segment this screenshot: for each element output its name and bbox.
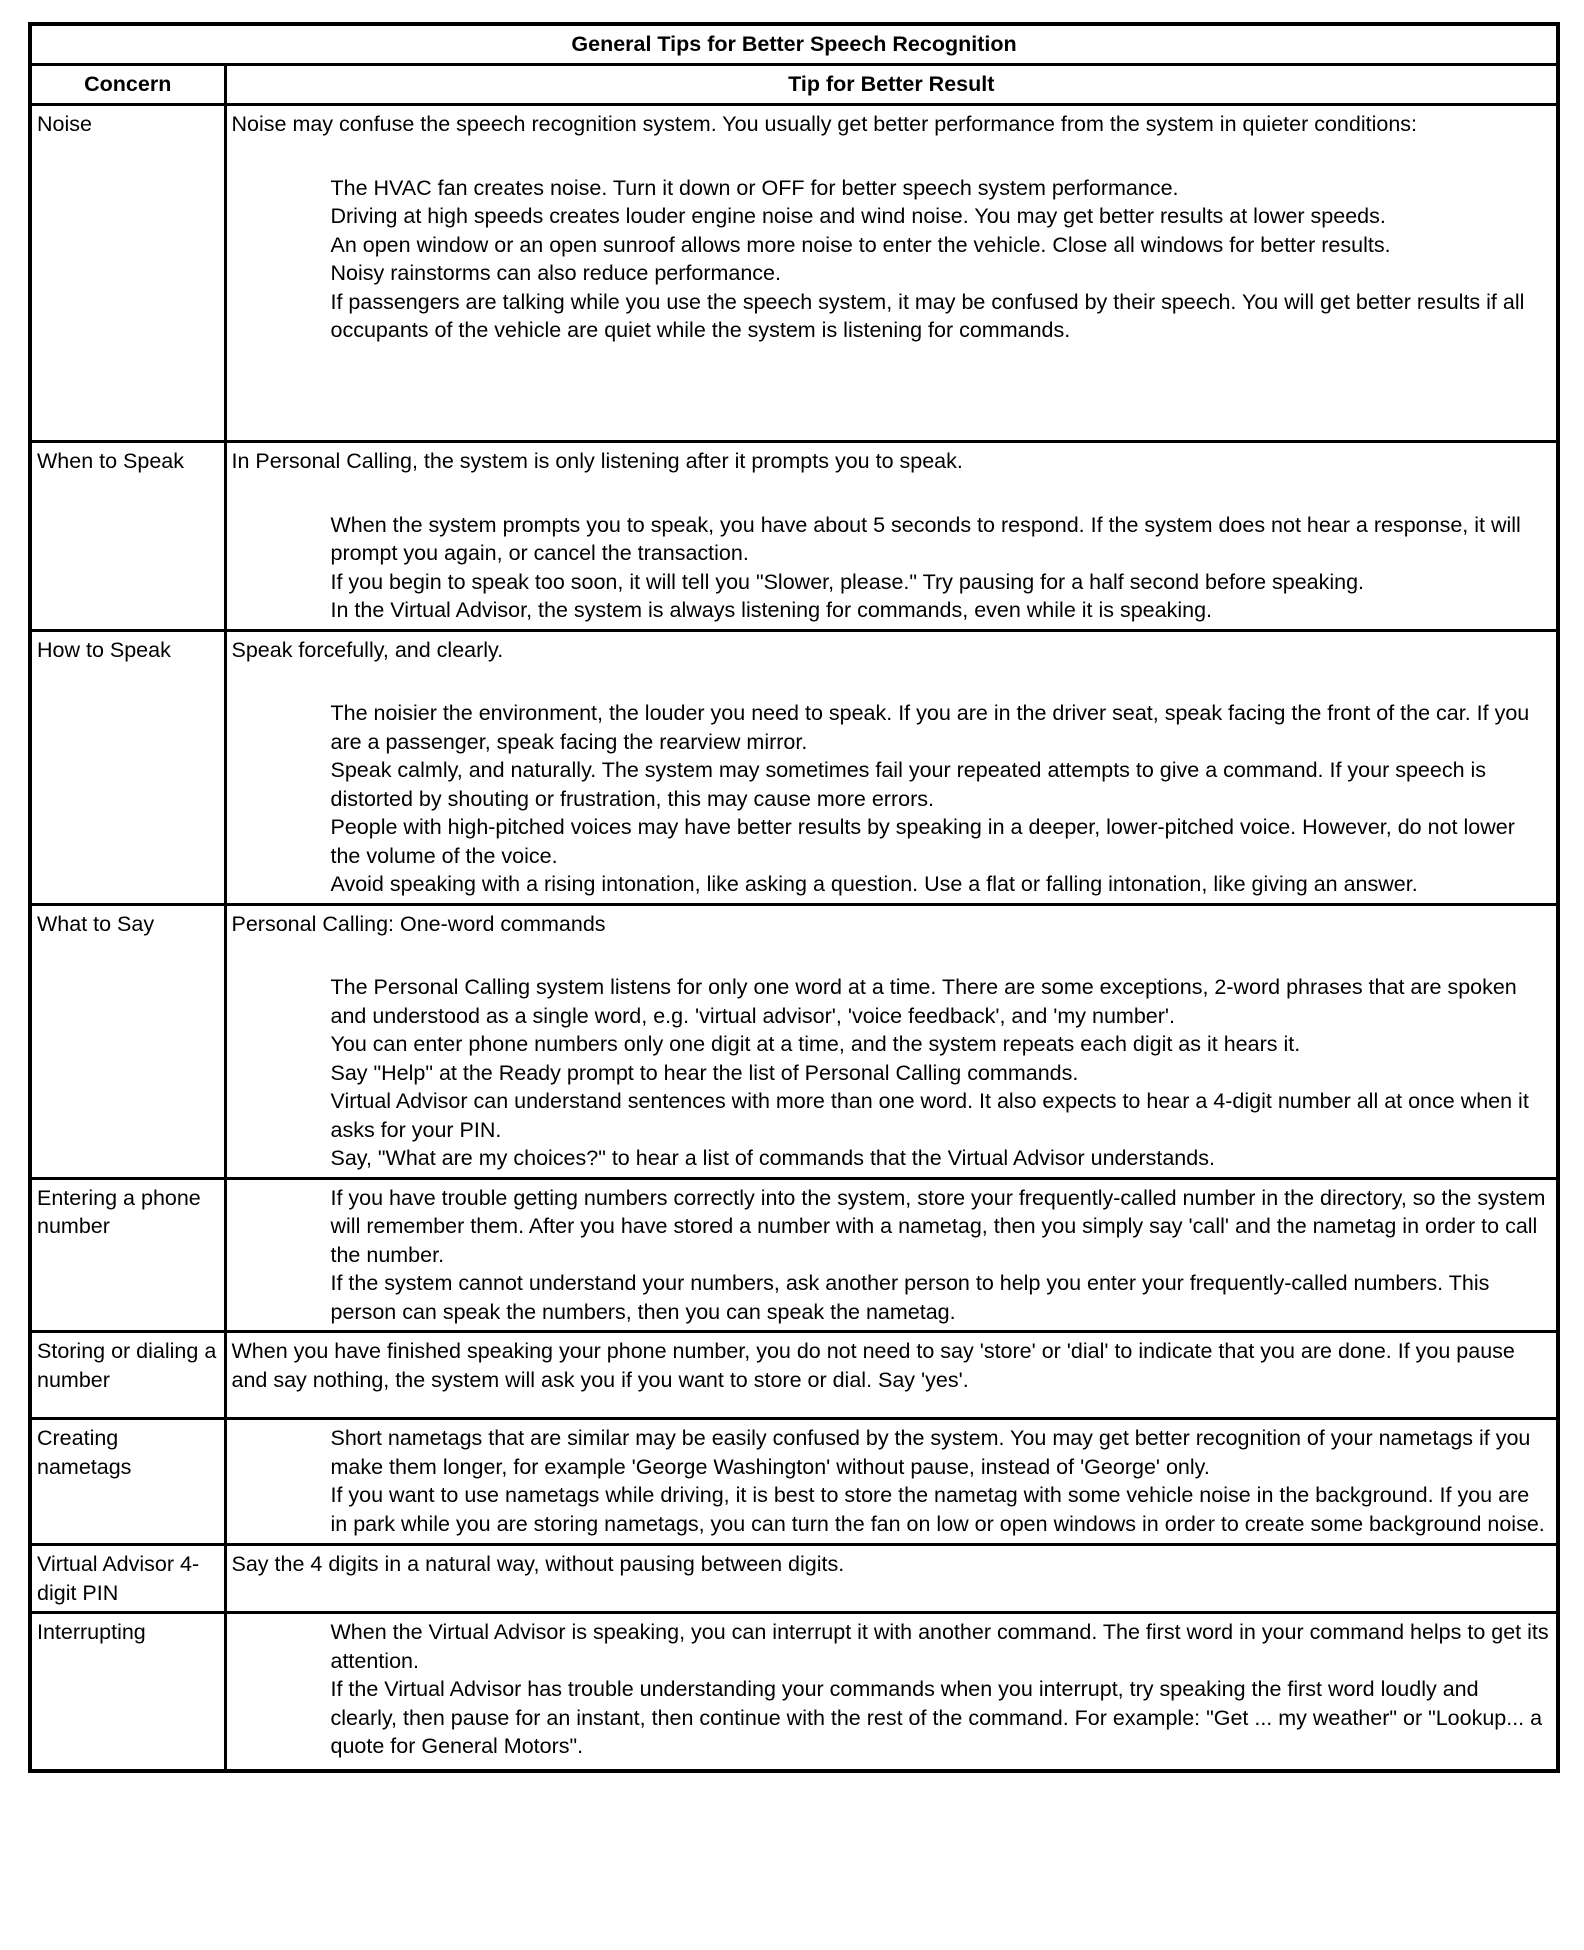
- tip-list-item: Avoid speaking with a rising intonation, like asking a question. Use a flat or falling intonation, like giving an answer.: [330, 872, 1418, 896]
- tip-cell: [225, 904, 1558, 1178]
- table-row: [30, 630, 1558, 904]
- table-row: [30, 1419, 1558, 1545]
- tip-intro: Noise may confuse the speech recognition system. You usually get better performance from the system in quieter conditions:: [231, 112, 1418, 136]
- tip-list-item: Driving at high speeds creates louder engine noise and wind noise. You may get better results at lower speeds.: [330, 204, 1386, 228]
- tip-cell: [225, 442, 1558, 631]
- tip-cell: [225, 1545, 1558, 1613]
- tip-cell: [225, 1419, 1558, 1545]
- table-row: [30, 442, 1558, 631]
- tip-list: [232, 511, 1551, 625]
- tip-list-item: You can enter phone numbers only one digit at a time, and the system repeats each digit as it hears it.: [330, 1032, 1301, 1056]
- tip-list-item: If you begin to speak too soon, it will tell you "Slower, please." Try pausing for a half second before speaking.: [330, 569, 1365, 594]
- speech-tips-table: [28, 22, 1560, 1773]
- concern-cell: Creating nametags: [30, 1419, 225, 1545]
- concern-cell: What to Say: [30, 904, 225, 1178]
- tip-list-item: The Personal Calling system listens for only one word at a time. There are some exceptions, 2-word phrases that are spoken and understood as a single word, e.g. 'virtual advisor', 'voice feedback', and 'my number'.: [330, 975, 1517, 1028]
- tip-list-item: An open window or an open sunroof allows more noise to enter the vehicle. Close all windows for better results.: [330, 232, 1391, 257]
- table-title-row: [30, 24, 1558, 65]
- tip-list-item: When the system prompts you to speak, you have about 5 seconds to respond. If the system does not hear a response, it will prompt you again, or cancel the transaction.: [330, 512, 1521, 565]
- tip-list-item: Say, "What are my choices?" to hear a list of commands that the Virtual Advisor understands.: [330, 1146, 1215, 1170]
- tip-list-item: Virtual Advisor can understand sentences with more than one word. It also expects to hear a 4-digit number all at once when it asks for your PIN.: [330, 1089, 1529, 1142]
- tip-intro: Say the 4 digits in a natural way, without pausing between digits.: [231, 1552, 845, 1576]
- tip-intro: Personal Calling: One-word commands: [231, 911, 606, 936]
- tip-cell: [225, 1613, 1558, 1771]
- header-concern: Concern: [30, 65, 225, 105]
- tip-list-item: If passengers are talking while you use the speech system, it may be confused by their speech. You will get better results if all occupants of the vehicle are quiet while the system is listening for commands.: [330, 289, 1525, 342]
- tip-list-item: If the Virtual Advisor has trouble understanding your commands when you interrupt, try speaking the first word loudly and clearly, then pause for an instant, then continue with the rest of the command. For example: "Get ... my weather" or "Lookup... a quote for General Motors".: [330, 1677, 1543, 1758]
- concern-cell: Entering a phone number: [30, 1178, 225, 1332]
- tip-list-item: Noisy rainstorms can also reduce performance.: [330, 261, 781, 285]
- table-body: [30, 105, 1558, 1771]
- concern-cell: When to Speak: [30, 442, 225, 631]
- tip-list-item: Short nametags that are similar may be easily confused by the system. You may get better recognition of your nametags if you make them longer, for example 'George Washington' without pause, instead of 'George' only.: [330, 1426, 1531, 1479]
- concern-cell: Storing or dialing a number: [30, 1332, 225, 1419]
- table-title: General Tips for Better Speech Recognition: [30, 24, 1558, 65]
- tip-list-item: If you have trouble getting numbers correctly into the system, store your frequently-called number in the directory, so the system will remember them. After you have stored a number with a nametag, then you simply say 'call' and the nametag in order to call the number.: [330, 1185, 1546, 1267]
- tip-cell: [225, 1332, 1558, 1419]
- tip-list: [232, 1618, 1551, 1761]
- tip-list-item: The noisier the environment, the louder you need to speak. If you are in the driver seat, speak facing the front of the car. If you are a passenger, speak facing the rearview mirror.: [330, 701, 1530, 754]
- tip-list: [232, 699, 1551, 899]
- tip-list-item: Say "Help" at the Ready prompt to hear the list of Personal Calling commands.: [330, 1060, 1079, 1085]
- tip-list-item: People with high-pitched voices may have better results by speaking in a deeper, lower-pitched voice. However, do not lower the volume of the voice.: [330, 815, 1515, 868]
- tip-list-item: If the system cannot understand your numbers, ask another person to help you enter your frequently-called numbers. This person can speak the numbers, then you can speak the nametag.: [330, 1271, 1490, 1324]
- header-tip: Tip for Better Result: [225, 65, 1558, 105]
- tip-intro: When you have finished speaking your phone number, you do not need to say 'store' or 'dial' to indicate that you are done. If you pause and say nothing, the system will ask you if you want to store or dial. Say 'yes'.: [231, 1339, 1515, 1392]
- tip-list: [232, 973, 1551, 1173]
- tip-list-item: In the Virtual Advisor, the system is always listening for commands, even while it is speaking.: [330, 598, 1213, 622]
- table-row: [30, 1332, 1558, 1419]
- tip-list: [232, 1184, 1551, 1327]
- document-page: [28, 22, 1556, 1773]
- concern-cell: Virtual Advisor 4-digit PIN: [30, 1545, 225, 1613]
- tip-list-item: When the Virtual Advisor is speaking, you can interrupt it with another command. The first word in your command helps to get its attention.: [330, 1620, 1549, 1673]
- tip-list: [232, 1424, 1551, 1538]
- tip-list-item: If you want to use nametags while driving, it is best to store the nametag with some vehicle noise in the background. If you are in park while you are storing nametags, you can turn the fan on low or open windows in order to create some background noise.: [330, 1483, 1545, 1536]
- table-row: [30, 1545, 1558, 1613]
- concern-cell: Interrupting: [30, 1613, 225, 1771]
- table-row: [30, 904, 1558, 1178]
- tip-cell: [225, 630, 1558, 904]
- table-header-row: [30, 65, 1558, 105]
- tip-list: [232, 174, 1551, 345]
- tip-intro: In Personal Calling, the system is only listening after it prompts you to speak.: [231, 449, 963, 473]
- concern-cell: How to Speak: [30, 630, 225, 904]
- tip-list-item: Speak calmly, and naturally. The system may sometimes fail your repeated attempts to give a command. If your speech is distorted by shouting or frustration, this may cause more errors.: [330, 758, 1487, 811]
- tip-cell: [225, 1178, 1558, 1332]
- table-row: [30, 1178, 1558, 1332]
- tip-intro: Speak forcefully, and clearly.: [231, 637, 504, 662]
- tip-list-item: The HVAC fan creates noise. Turn it down or OFF for better speech system performance.: [330, 175, 1179, 200]
- table-row: [30, 105, 1558, 442]
- concern-cell: Noise: [30, 105, 225, 442]
- tip-cell: [225, 105, 1558, 442]
- table-row: [30, 1613, 1558, 1771]
